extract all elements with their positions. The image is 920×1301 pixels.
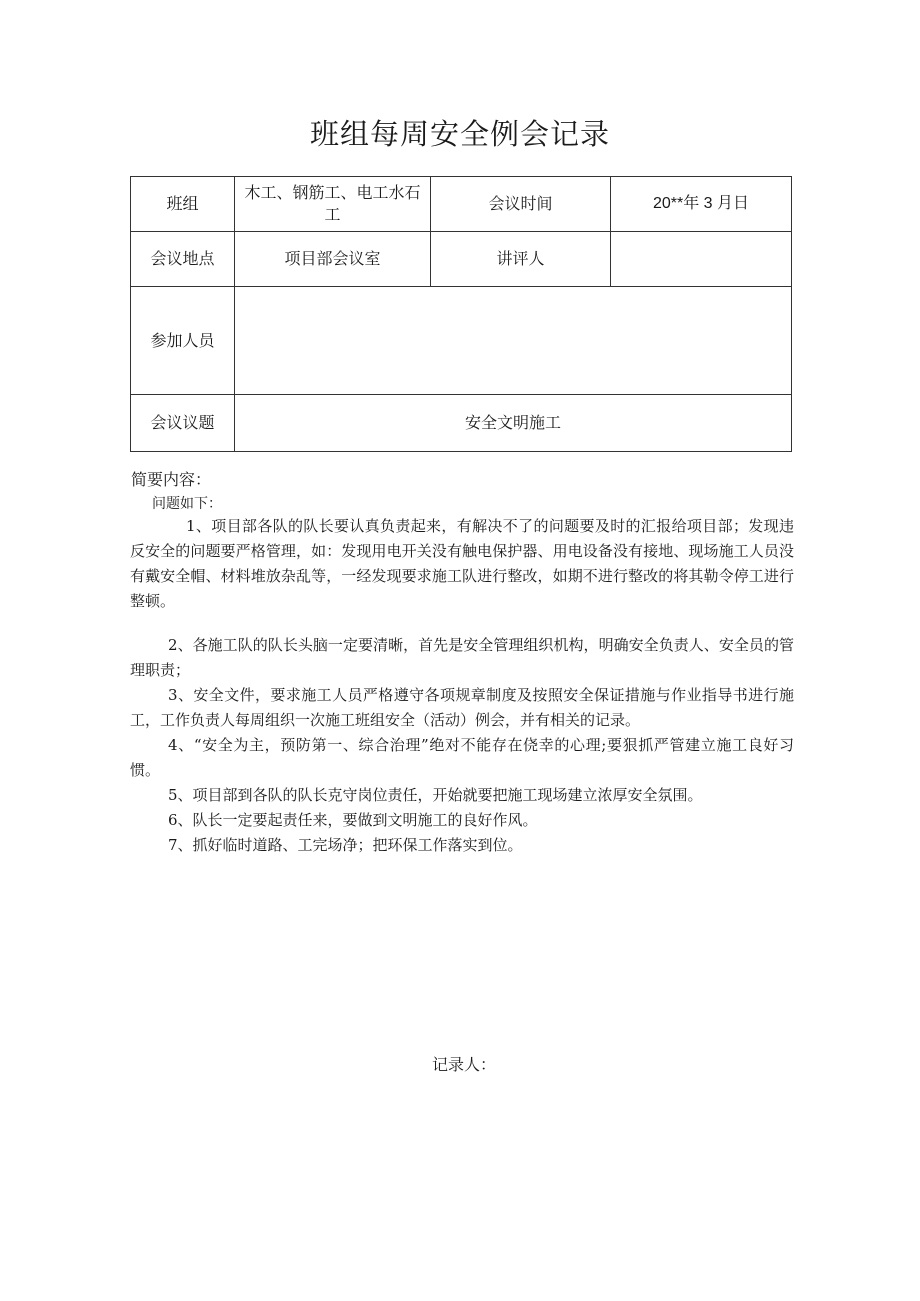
issue-item-7: 7、抓好临时道路、工完场净；把环保工作落实到位。 — [168, 836, 523, 854]
issue-item-5: 5、项目部到各队的队长克守岗位责任，开始就要把施工现场建立浓厚安全氛围。 — [168, 786, 703, 804]
issue-item-1: 1、项目部各队的队长要认真负责起来，有解决不了的问题要及时的汇报给项目部；发现违反安全的问题要严格管理，如：发现用电开关没有触电保护器、用电设备没有接地、现场施工人员没有戴安全帽、材料堆放杂乱等，一经发现要求施工队进行整改，如期不进行整改的将其勒令停工进行整顿。 — [130, 517, 794, 610]
issues-subheading: 问题如下： — [152, 496, 222, 512]
meeting-topic-value: 安全文明施工 — [235, 395, 792, 452]
meeting-place-value: 项目部会议室 — [235, 232, 431, 287]
table-row — [131, 177, 792, 232]
issue-item-2: 2、各施工队的队长头脑一定要清晰，首先是安全管理组织机构，明确安全负责人、安全员的管理职责； — [130, 636, 794, 679]
attendees-value — [235, 287, 792, 395]
issue-item-3: 3、安全文件，要求施工人员严格遵守各项规章制度及按照安全保证措施与作业指导书进行施工，工作负责人每周组织一次施工班组安全（活动）例会，并有相关的记录。 — [130, 686, 794, 729]
reviewer-label: 讲评人 — [431, 232, 611, 287]
attendees-label: 参加人员 — [131, 287, 235, 395]
meeting-time-value: 20**年 3 月日 — [611, 177, 792, 232]
recorder-label: 记录人： — [432, 1055, 497, 1074]
table-row — [131, 287, 792, 395]
meeting-topic-label: 会议议题 — [131, 395, 235, 452]
summary-heading: 简要内容： — [131, 470, 212, 489]
table-row — [131, 232, 792, 287]
team-label: 班组 — [131, 177, 235, 232]
table-row — [131, 395, 792, 452]
team-value: 木工、钢筋工、电工水石工 — [235, 177, 431, 232]
issue-item-6: 6、队长一定要起责任来，要做到文明施工的良好作风。 — [168, 811, 538, 829]
reviewer-value — [611, 232, 792, 287]
page-title: 班组每周安全例会记录 — [309, 117, 610, 151]
meeting-time-label: 会议时间 — [431, 177, 611, 232]
meeting-place-label: 会议地点 — [131, 232, 235, 287]
meeting-info-table — [130, 176, 792, 452]
issue-item-4: 4、“安全为主，预防第一、综合治理”绝对不能存在侥幸的心理;要狠抓严管建立施工良好习惯。 — [130, 736, 794, 779]
